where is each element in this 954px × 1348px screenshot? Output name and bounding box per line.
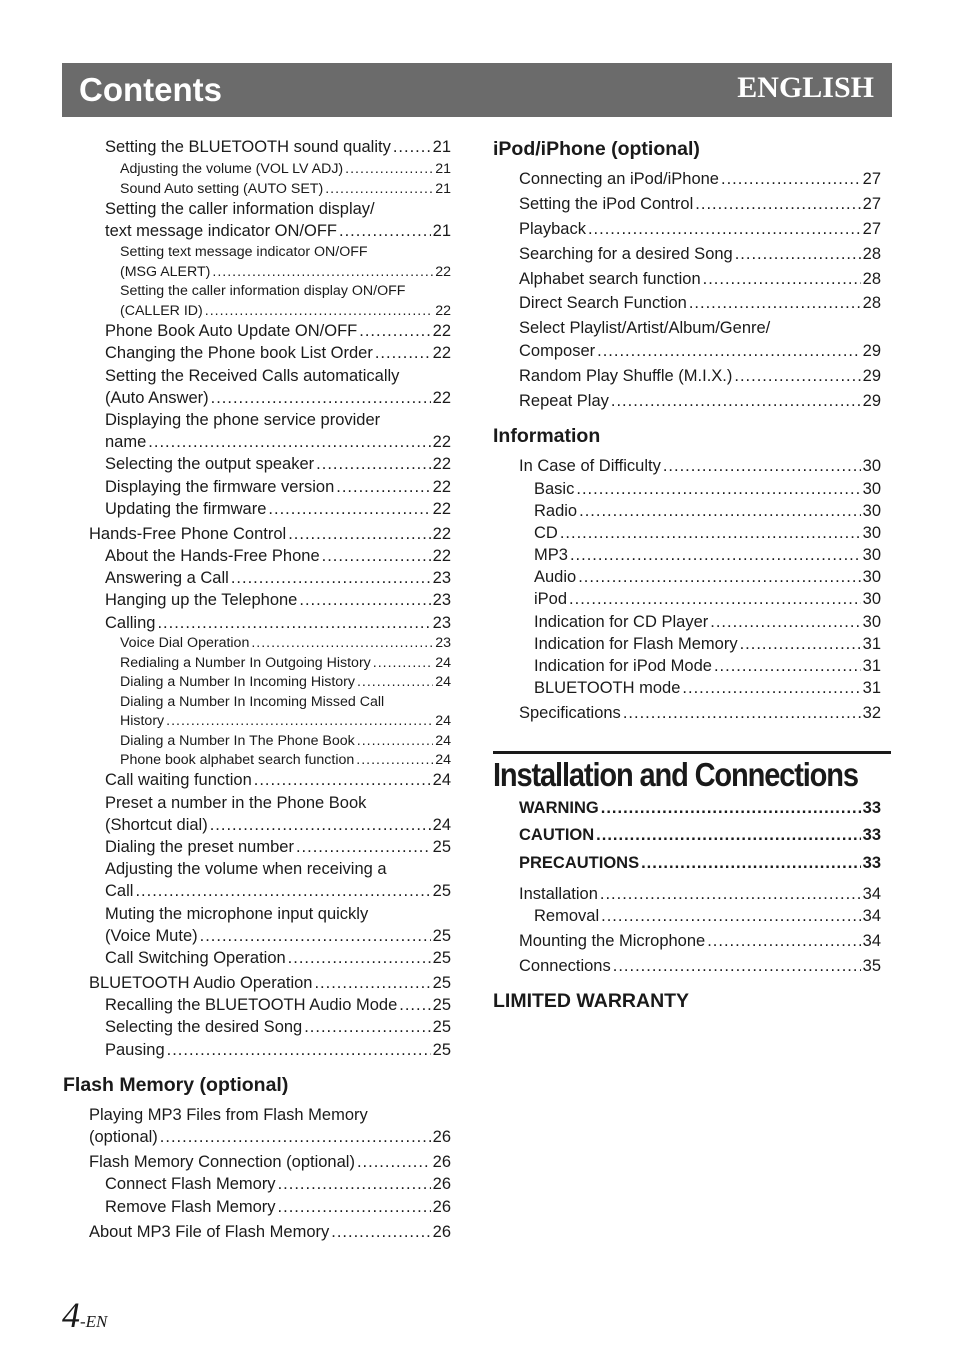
toc-page-number: 24 [435,752,451,768]
dot-leader [740,636,861,653]
dot-leader [601,800,861,817]
page-title: Contents [79,71,222,108]
toc-page-number: 25 [432,882,451,900]
toc-entry[interactable] [519,271,881,288]
dot-leader [373,656,433,670]
toc-entry[interactable] [519,171,881,188]
toc-page-number: 24 [435,713,451,729]
toc-entry[interactable] [519,827,881,844]
toc-entry[interactable] [534,908,881,925]
toc-entry[interactable] [519,295,881,312]
dot-leader [316,456,430,473]
dot-leader [304,1019,430,1036]
toc-entry[interactable] [519,368,881,385]
toc-entry[interactable] [120,182,451,196]
toc-entry[interactable] [534,591,881,608]
toc-entry[interactable] [89,975,451,992]
toc-entry-label: Indication for CD Player [534,613,709,631]
toc-page-number: 22 [432,478,451,496]
toc-entry-label: (MSG ALERT) [120,264,211,280]
section-divider [493,751,891,754]
toc-entry-label: Dialing a Number In The Phone Book [120,733,355,749]
toc-page-number: 22 [432,455,451,473]
toc-entry[interactable] [120,304,451,318]
toc-entry[interactable] [89,1224,451,1241]
toc-page-number: 22 [432,322,451,340]
toc-entry[interactable] [519,855,881,872]
toc-page-number: 24 [435,674,451,690]
toc-entry[interactable] [519,246,881,263]
toc-page-number: 26 [432,1128,451,1146]
toc-entry[interactable] [105,323,451,340]
dot-leader [689,295,861,312]
dot-leader [710,614,860,631]
toc-entry[interactable] [534,658,881,675]
toc-entry-label: BLUETOOTH mode [534,679,681,697]
toc-page-number: 33 [862,799,881,817]
toc-entry[interactable] [89,526,451,543]
toc-entry[interactable] [89,1154,451,1171]
dot-leader [157,615,430,632]
toc-entry-label: (optional) [89,1128,158,1146]
contents-header [62,63,892,117]
toc-page-number: 30 [862,457,881,475]
toc-entry-label: PRECAUTIONS [519,854,640,872]
toc-entry[interactable] [105,839,451,856]
toc-entry-label: (Auto Answer) [105,389,209,407]
toc-entry[interactable] [519,933,881,950]
toc-entry-label: Displaying the firmware version [105,478,335,496]
toc-entry[interactable] [519,458,881,475]
toc-entry-line: Preset a number in the Phone Book [105,794,367,812]
dot-leader [314,975,430,992]
toc-entry[interactable] [105,928,451,945]
toc-entry-label: (Shortcut dial) [105,816,208,834]
section-heading: LIMITED WARRANTY [493,990,690,1012]
toc-entry[interactable] [105,223,451,240]
section-heading: Flash Memory (optional) [63,1074,289,1096]
toc-page-number: 29 [862,342,881,360]
toc-entry-line: Displaying the phone service provider [105,411,381,429]
toc-entry[interactable] [105,390,451,407]
dot-leader [695,196,860,213]
toc-entry-label: WARNING [519,799,599,817]
toc-page-number: 23 [432,591,451,609]
toc-page-number: 24 [432,816,451,834]
dot-leader [357,1154,431,1171]
page-number [62,1294,107,1336]
toc-page-number: 22 [435,264,451,280]
toc-entry[interactable] [120,753,451,767]
dot-leader [714,658,861,675]
toc-entry-label: Playback [519,220,586,238]
toc-entry-label: Composer [519,342,596,360]
toc-page-number: 29 [862,392,881,410]
toc-page-number: 32 [862,704,881,722]
toc-entry-label: Basic [534,480,575,498]
toc-page-number: 26 [432,1223,451,1241]
toc-entry-label: MP3 [534,546,568,564]
dot-leader [254,772,431,789]
dot-leader [569,591,861,608]
toc-page-number: 31 [862,635,881,653]
toc-entry-label: Random Play Shuffle (M.I.X.) [519,367,733,385]
toc-page-number: 24 [432,771,451,789]
toc-entry[interactable] [105,345,451,362]
toc-entry-label: Redialing a Number In Outgoing History [120,655,371,671]
toc-page-number: 35 [862,957,881,975]
toc-entry[interactable] [105,615,451,632]
dot-leader [211,390,431,407]
toc-entry-label: About MP3 File of Flash Memory [89,1223,330,1241]
toc-entry[interactable] [519,886,881,903]
section-heading: iPod/iPhone (optional) [493,138,700,160]
toc-page-number: 21 [432,222,451,240]
toc-entry-label: Installation [519,885,598,903]
toc-entry[interactable] [120,162,451,176]
toc-entry-label: Call [105,882,134,900]
dot-leader [148,434,430,451]
toc-entry-line: Setting the Received Calls automatically [105,367,400,385]
dot-leader [579,503,861,520]
toc-entry[interactable] [105,997,451,1014]
dot-leader [278,1199,431,1216]
toc-page-number: 22 [432,525,451,543]
toc-entry-label: Calling [105,614,156,632]
toc-entry[interactable] [534,680,881,697]
toc-entry[interactable] [534,503,881,520]
toc-entry-label: Removal [534,907,600,925]
toc-entry[interactable] [105,1042,451,1059]
toc-entry-line: Muting the microphone input quickly [105,905,369,923]
toc-entry-label: Hanging up the Telephone [105,591,298,609]
toc-entry[interactable] [519,343,881,360]
toc-entry[interactable] [120,656,451,670]
toc-page-number: 33 [862,854,881,872]
toc-page-number: 31 [862,679,881,697]
toc-entry-label: Call waiting function [105,771,252,789]
dot-leader [231,570,431,587]
toc-entry-label: Connect Flash Memory [105,1175,276,1193]
installation-title: Installation and Connections [493,756,858,793]
toc-page-number: 22 [432,389,451,407]
toc-entry-label: Audio [534,568,577,586]
dot-leader [399,997,430,1014]
toc-page-number: 22 [432,433,451,451]
toc-page-number: 25 [432,974,451,992]
toc-page-number: 25 [432,996,451,1014]
toc-entry-label: Call Switching Operation [105,949,286,967]
dot-leader [166,714,433,728]
toc-page-number: 21 [432,138,451,156]
toc-entry-line: Setting text message indicator ON/OFF [120,244,368,260]
toc-entry[interactable] [120,734,451,748]
toc-entry[interactable] [534,636,881,653]
dot-leader [601,908,861,925]
dot-leader [359,323,430,340]
dot-leader [200,928,431,945]
toc-page-number: 25 [432,838,451,856]
toc-entry-label: Answering a Call [105,569,229,587]
toc-page-number: 30 [862,568,881,586]
dot-leader [336,479,430,496]
toc-entry-label: Selecting the output speaker [105,455,315,473]
toc-entry-label: name [105,433,147,451]
page-number-digit: 4 [62,1295,80,1335]
toc-entry-label: (Voice Mute) [105,927,198,945]
dot-leader [596,827,860,844]
toc-page-number: 22 [432,547,451,565]
toc-page-number: 27 [862,195,881,213]
toc-entry-label: Indication for iPod Mode [534,657,712,675]
toc-entry-label: Direct Search Function [519,294,687,312]
toc-entry-line: Setting the caller information display ON/OFF [120,283,406,299]
toc-entry-label: Mounting the Microphone [519,932,706,950]
toc-entry[interactable] [105,434,451,451]
toc-entry-label: (CALLER ID) [120,303,203,319]
toc-page-number: 28 [862,270,881,288]
toc-page-number: 23 [432,614,451,632]
toc-page-number: 30 [862,546,881,564]
dot-leader [611,393,861,410]
toc-page-number: 25 [432,1041,451,1059]
toc-page-number: 24 [435,733,451,749]
toc-entry-label: Dialing the preset number [105,838,294,856]
toc-page-number: 26 [432,1175,451,1193]
toc-entry-label: Searching for a desired Song [519,245,733,263]
toc-page-number: 21 [435,161,451,177]
toc-page-number: 23 [435,635,451,651]
toc-entry-label: Dialing a Number In Incoming History [120,674,355,690]
toc-page-number: 22 [432,500,451,518]
toc-page-number: 26 [432,1153,451,1171]
toc-page-number: 25 [432,927,451,945]
dot-leader [570,547,861,564]
dot-leader [721,171,861,188]
toc-entry-label: Phone Book Auto Update ON/OFF [105,322,358,340]
toc-page-number: 30 [862,502,881,520]
dot-leader [288,950,431,967]
dot-leader [597,343,861,360]
toc-entry[interactable] [105,479,451,496]
page-number-suffix: -EN [80,1312,108,1331]
dot-leader [299,592,430,609]
dot-leader [331,1224,430,1241]
toc-entry-label: Indication for Flash Memory [534,635,738,653]
dot-leader [600,886,861,903]
toc-entry[interactable] [519,393,881,410]
dot-leader [623,705,861,722]
toc-entry[interactable] [105,592,451,609]
toc-entry[interactable] [534,569,881,586]
toc-entry-label: iPod [534,590,568,608]
dot-leader [296,839,431,856]
dot-leader [576,481,860,498]
toc-entry-label: text message indicator ON/OFF [105,222,337,240]
dot-leader [357,734,433,748]
toc-page-number: 30 [862,590,881,608]
toc-entry-line: Adjusting the volume when receiving a [105,860,387,878]
dot-leader [560,525,861,542]
dot-leader [278,1176,431,1193]
dot-leader [135,883,430,900]
toc-page-number: 30 [862,613,881,631]
toc-entry[interactable] [120,714,451,728]
toc-page-number: 33 [862,826,881,844]
toc-entry-label: Changing the Phone book List Order [105,344,373,362]
toc-entry[interactable] [105,1199,451,1216]
toc-entry-label: Connections [519,957,611,975]
toc-entry[interactable] [519,958,881,975]
dot-leader [205,304,433,318]
toc-entry-line: Select Playlist/Artist/Album/Genre/ [519,319,771,337]
toc-entry[interactable] [105,883,451,900]
dot-leader [613,958,861,975]
dot-leader [578,569,860,586]
dot-leader [393,139,431,156]
toc-page-number: 24 [435,655,451,671]
dot-leader [212,265,433,279]
toc-entry-label: Flash Memory Connection (optional) [89,1153,355,1171]
toc-entry[interactable] [105,1019,451,1036]
toc-entry-label: Selecting the desired Song [105,1018,303,1036]
section-heading: Information [493,425,601,447]
dot-leader [588,221,861,238]
toc-entry[interactable] [105,548,451,565]
dot-leader [160,1129,431,1146]
toc-entry-label: Radio [534,502,578,520]
toc-entry-label: Setting the iPod Control [519,195,694,213]
toc-entry-label: Voice Dial Operation [120,635,250,651]
toc-entry[interactable] [105,1176,451,1193]
toc-entry-line: Dialing a Number In Incoming Missed Call [120,694,385,710]
toc-page-number: 29 [862,367,881,385]
toc-page-number: 22 [435,303,451,319]
toc-entry[interactable] [105,950,451,967]
toc-page-number: 26 [432,1198,451,1216]
toc-entry[interactable] [120,636,451,650]
toc-entry[interactable] [105,501,451,518]
toc-entry-label: About the Hands-Free Phone [105,547,320,565]
toc-entry-label: CD [534,524,558,542]
toc-entry[interactable] [519,196,881,213]
toc-entry-label: Hands-Free Phone Control [89,525,287,543]
toc-page-number: 21 [435,181,451,197]
dot-leader [288,526,430,543]
language-label: ENGLISH [737,71,874,104]
dot-leader [641,855,861,872]
toc-page-number: 28 [862,245,881,263]
dot-leader [707,933,860,950]
toc-page-number: 28 [862,294,881,312]
toc-page-number: 34 [862,907,881,925]
dot-leader [339,223,431,240]
toc-page-number: 27 [862,220,881,238]
toc-entry[interactable] [105,772,451,789]
dot-leader [682,680,860,697]
dot-leader [210,817,431,834]
toc-page-number: 30 [862,524,881,542]
toc-entry-label: Remove Flash Memory [105,1198,276,1216]
toc-page-number: 25 [432,1018,451,1036]
toc-entry[interactable] [89,1129,451,1146]
dot-leader [357,675,433,689]
dot-leader [322,548,431,565]
toc-page-number: 34 [862,885,881,903]
toc-entry[interactable] [519,800,881,817]
toc-page-number: 27 [862,170,881,188]
toc-page-number: 31 [862,657,881,675]
toc-entry-label: In Case of Difficulty [519,457,661,475]
toc-entry[interactable] [519,705,881,722]
toc-entry-label: Adjusting the volume (VOL LV ADJ) [120,161,344,177]
toc-entry-label: History [120,713,165,729]
toc-entry-label: Updating the firmware [105,500,267,518]
toc-entry[interactable] [105,456,451,473]
toc-entry-label: Sound Auto setting (AUTO SET) [120,181,324,197]
dot-leader [325,182,433,196]
toc-entry[interactable] [120,675,451,689]
toc-page-number: 22 [432,344,451,362]
toc-entry[interactable] [105,570,451,587]
toc-entry-label: Specifications [519,704,621,722]
toc-entry-label: BLUETOOTH Audio Operation [89,974,313,992]
toc-entry[interactable] [519,221,881,238]
dot-leader [703,271,861,288]
dot-leader [663,458,861,475]
toc-entry-label: Phone book alphabet search function [120,752,355,768]
toc-entry-label: CAUTION [519,826,595,844]
toc-entry-line: Playing MP3 Files from Flash Memory [89,1106,368,1124]
dot-leader [167,1042,431,1059]
toc-entry[interactable] [534,525,881,542]
toc-entry[interactable] [120,265,451,279]
toc-entry-line: Setting the caller information display/ [105,200,375,218]
dot-leader [356,753,433,767]
toc-page-number: 34 [862,932,881,950]
toc-page-number: 30 [862,480,881,498]
dot-leader [251,636,433,650]
toc-entry[interactable] [105,139,451,156]
dot-leader [268,501,430,518]
toc-entry-label: Setting the BLUETOOTH sound quality [105,138,391,156]
dot-leader [375,345,431,362]
toc-entry[interactable] [534,481,881,498]
toc-entry-label: Connecting an iPod/iPhone [519,170,719,188]
toc-entry-label: Alphabet search function [519,270,701,288]
dot-leader [735,246,861,263]
toc-page-number: 25 [432,949,451,967]
toc-entry[interactable] [534,547,881,564]
toc-page-number: 23 [432,569,451,587]
toc-entry[interactable] [534,614,881,631]
dot-leader [345,162,433,176]
toc-entry[interactable] [105,817,451,834]
toc-entry-label: Recalling the BLUETOOTH Audio Mode [105,996,398,1014]
toc-entry-label: Repeat Play [519,392,609,410]
toc-entry-label: Pausing [105,1041,165,1059]
dot-leader [734,368,860,385]
